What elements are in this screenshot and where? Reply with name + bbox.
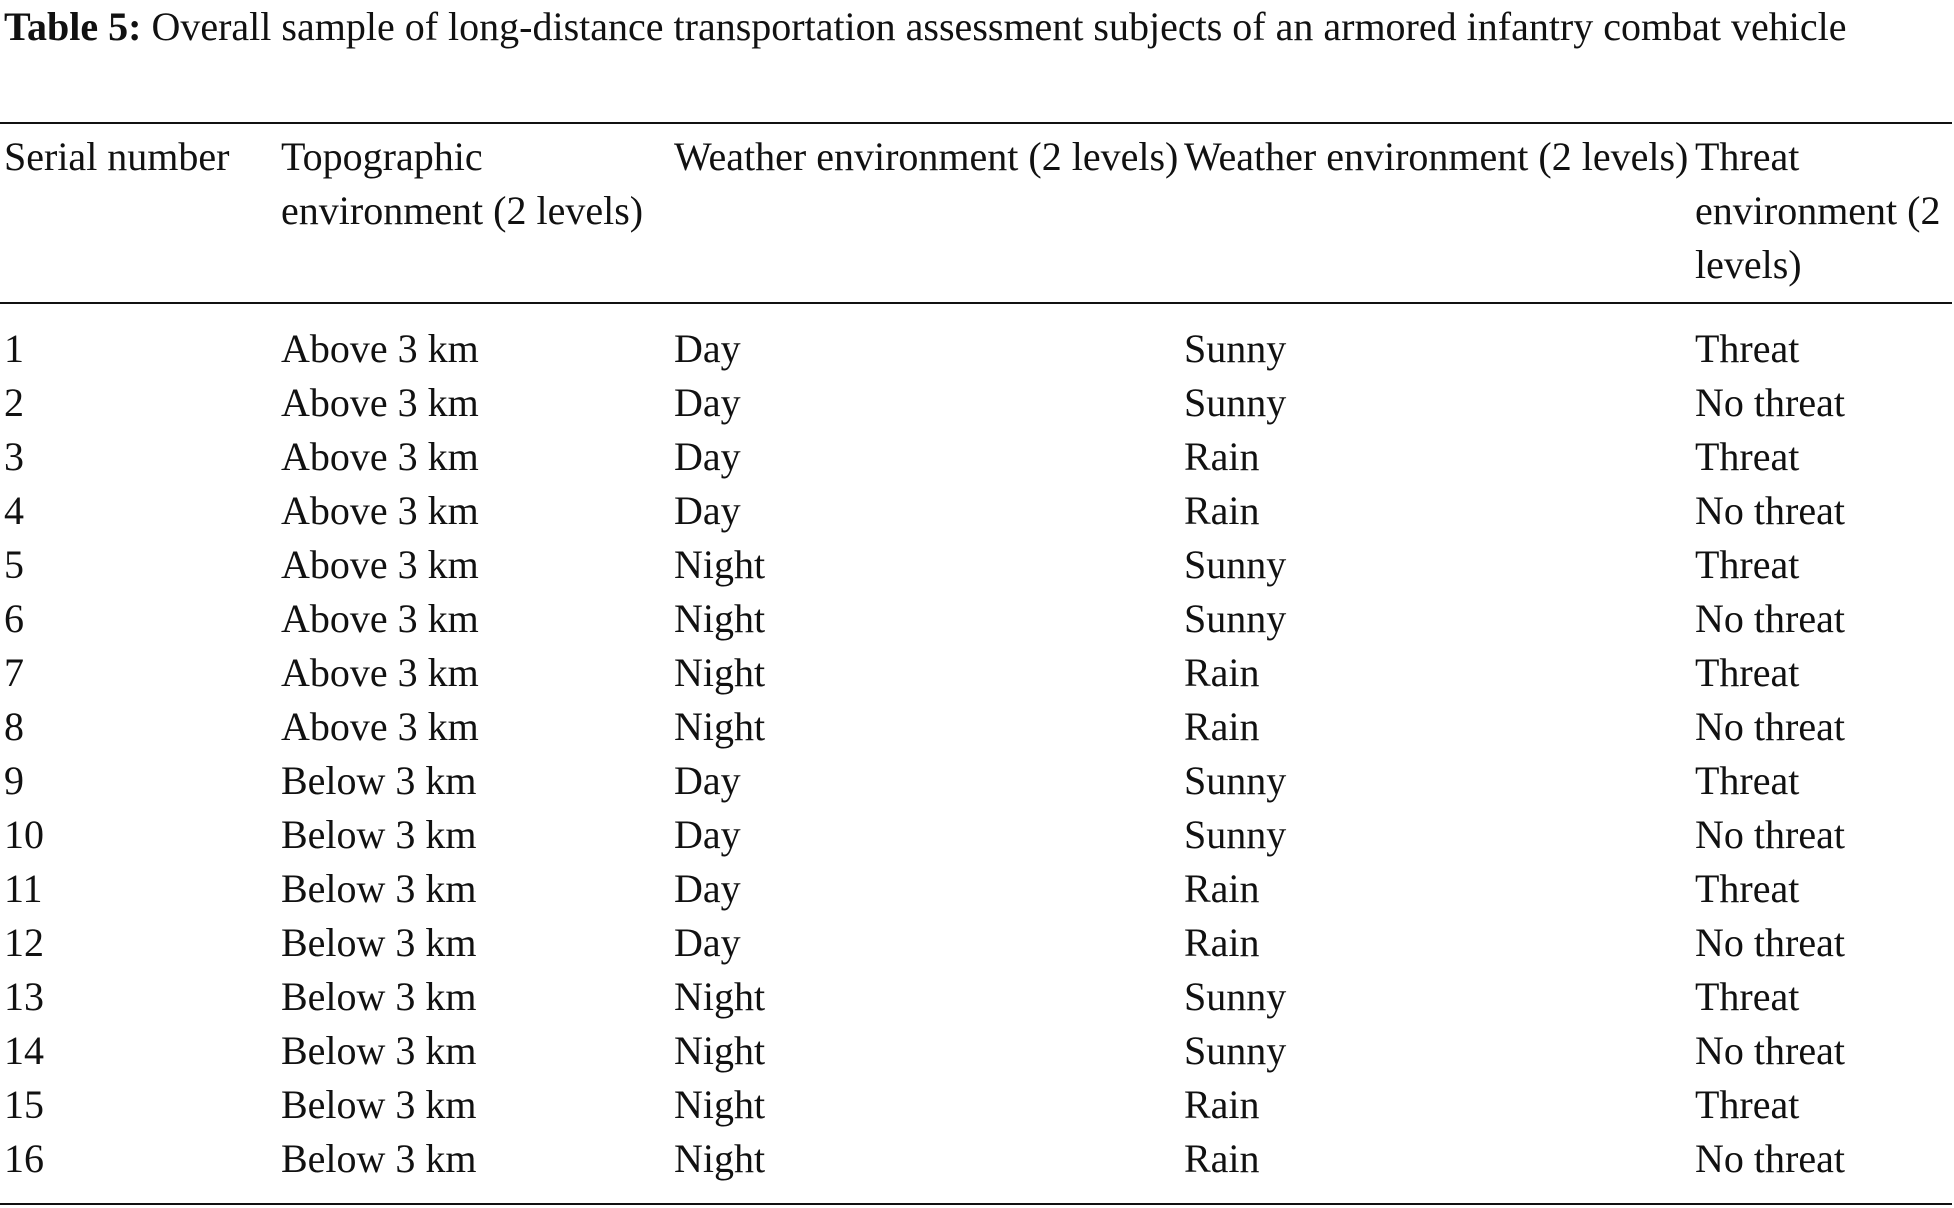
cell-time-of-day: Night (674, 542, 766, 587)
cell-time-of-day: Day (674, 866, 741, 911)
cell-weather: Rain (1184, 1136, 1260, 1181)
cell-time-of-day: Day (674, 380, 741, 425)
table-row (0, 376, 1952, 430)
table-row (0, 916, 1952, 970)
table-row (0, 862, 1952, 916)
cell-weather: Sunny (1184, 974, 1287, 1019)
cell-weather: Sunny (1184, 596, 1287, 641)
cell-threat: Threat (1695, 326, 1800, 371)
cell-time-of-day: Night (674, 1136, 766, 1181)
cell-topographic: Above 3 km (281, 542, 479, 587)
table-caption-text: Overall sample of long-distance transportation assessment subjects of an armored infantry combat vehicle (151, 4, 1847, 49)
cell-weather: Rain (1184, 434, 1260, 479)
cell-threat: No threat (1695, 596, 1845, 641)
cell-topographic: Below 3 km (281, 1028, 477, 1073)
header-row (0, 123, 1952, 303)
table-row (0, 970, 1952, 1024)
cell-topographic: Above 3 km (281, 488, 479, 533)
table-row (0, 430, 1952, 484)
cell-time-of-day: Day (674, 758, 741, 803)
cell-serial-number: 14 (4, 1028, 44, 1073)
cell-time-of-day: Day (674, 812, 741, 857)
table-row (0, 1132, 1952, 1190)
table-row (0, 484, 1952, 538)
cell-time-of-day: Night (674, 1028, 766, 1073)
cell-topographic: Above 3 km (281, 596, 479, 641)
cell-serial-number: 6 (4, 596, 24, 641)
cell-threat: Threat (1695, 434, 1800, 479)
table-row (0, 754, 1952, 808)
cell-threat: Threat (1695, 866, 1800, 911)
table-row (0, 538, 1952, 592)
cell-serial-number: 11 (4, 866, 43, 911)
cell-time-of-day: Day (674, 920, 741, 965)
cell-threat: No threat (1695, 704, 1845, 749)
cell-time-of-day: Night (674, 704, 766, 749)
cell-topographic: Below 3 km (281, 866, 477, 911)
cell-weather: Sunny (1184, 326, 1287, 371)
cell-serial-number: 8 (4, 704, 24, 749)
table-row (0, 303, 1952, 376)
cell-threat: Threat (1695, 758, 1800, 803)
cell-topographic: Below 3 km (281, 920, 477, 965)
table-row (0, 1078, 1952, 1132)
cell-topographic: Above 3 km (281, 650, 479, 695)
cell-topographic: Below 3 km (281, 1082, 477, 1127)
cell-time-of-day: Day (674, 326, 741, 371)
cell-weather: Rain (1184, 866, 1260, 911)
data-table (0, 122, 1952, 1190)
table-bottom-rule (0, 1203, 1952, 1205)
cell-weather: Rain (1184, 920, 1260, 965)
cell-threat: No threat (1695, 812, 1845, 857)
table-row (0, 808, 1952, 862)
cell-time-of-day: Night (674, 1082, 766, 1127)
cell-weather: Sunny (1184, 812, 1287, 857)
cell-time-of-day: Night (674, 596, 766, 641)
cell-time-of-day: Day (674, 434, 741, 479)
cell-time-of-day: Night (674, 974, 766, 1019)
cell-serial-number: 13 (4, 974, 44, 1019)
cell-topographic: Below 3 km (281, 758, 477, 803)
cell-time-of-day: Day (674, 488, 741, 533)
cell-threat: No threat (1695, 1028, 1845, 1073)
cell-time-of-day: Night (674, 650, 766, 695)
cell-threat: No threat (1695, 380, 1845, 425)
table-caption-label: Table 5: (4, 4, 142, 49)
cell-serial-number: 12 (4, 920, 44, 965)
cell-topographic: Above 3 km (281, 434, 479, 479)
cell-serial-number: 4 (4, 488, 24, 533)
cell-serial-number: 5 (4, 542, 24, 587)
cell-topographic: Above 3 km (281, 326, 479, 371)
header-topographic-environment: Topographic environment (2 levels) (281, 134, 644, 233)
cell-serial-number: 1 (4, 326, 24, 371)
cell-weather: Rain (1184, 704, 1260, 749)
cell-topographic: Below 3 km (281, 812, 477, 857)
table-row (0, 592, 1952, 646)
cell-threat: No threat (1695, 488, 1845, 533)
table-header (0, 123, 1952, 303)
cell-topographic: Below 3 km (281, 974, 477, 1019)
table-row (0, 646, 1952, 700)
cell-weather: Rain (1184, 650, 1260, 695)
cell-weather: Sunny (1184, 1028, 1287, 1073)
table-row (0, 1024, 1952, 1078)
header-weather-environment-condition: Weather environment (2 levels) (1184, 134, 1689, 179)
cell-weather: Sunny (1184, 542, 1287, 587)
cell-serial-number: 16 (4, 1136, 44, 1181)
cell-weather: Rain (1184, 1082, 1260, 1127)
header-weather-environment-time: Weather environment (2 levels) (674, 134, 1179, 179)
cell-serial-number: 3 (4, 434, 24, 479)
cell-threat: Threat (1695, 1082, 1800, 1127)
table-body (0, 303, 1952, 1190)
cell-weather: Sunny (1184, 758, 1287, 803)
cell-serial-number: 2 (4, 380, 24, 425)
cell-threat: Threat (1695, 650, 1800, 695)
cell-serial-number: 15 (4, 1082, 44, 1127)
table-container (0, 122, 1952, 1190)
cell-serial-number: 7 (4, 650, 24, 695)
cell-threat: No threat (1695, 920, 1845, 965)
cell-threat: Threat (1695, 974, 1800, 1019)
cell-serial-number: 10 (4, 812, 44, 857)
cell-topographic: Above 3 km (281, 380, 479, 425)
table-caption (4, 2, 1950, 51)
cell-threat: Threat (1695, 542, 1800, 587)
header-serial-number: Serial number (4, 134, 230, 179)
cell-topographic: Below 3 km (281, 1136, 477, 1181)
header-threat-environment: Threat environment (2 levels) (1695, 134, 1941, 287)
cell-threat: No threat (1695, 1136, 1845, 1181)
table-row (0, 700, 1952, 754)
cell-topographic: Above 3 km (281, 704, 479, 749)
cell-weather: Sunny (1184, 380, 1287, 425)
cell-weather: Rain (1184, 488, 1260, 533)
cell-serial-number: 9 (4, 758, 24, 803)
